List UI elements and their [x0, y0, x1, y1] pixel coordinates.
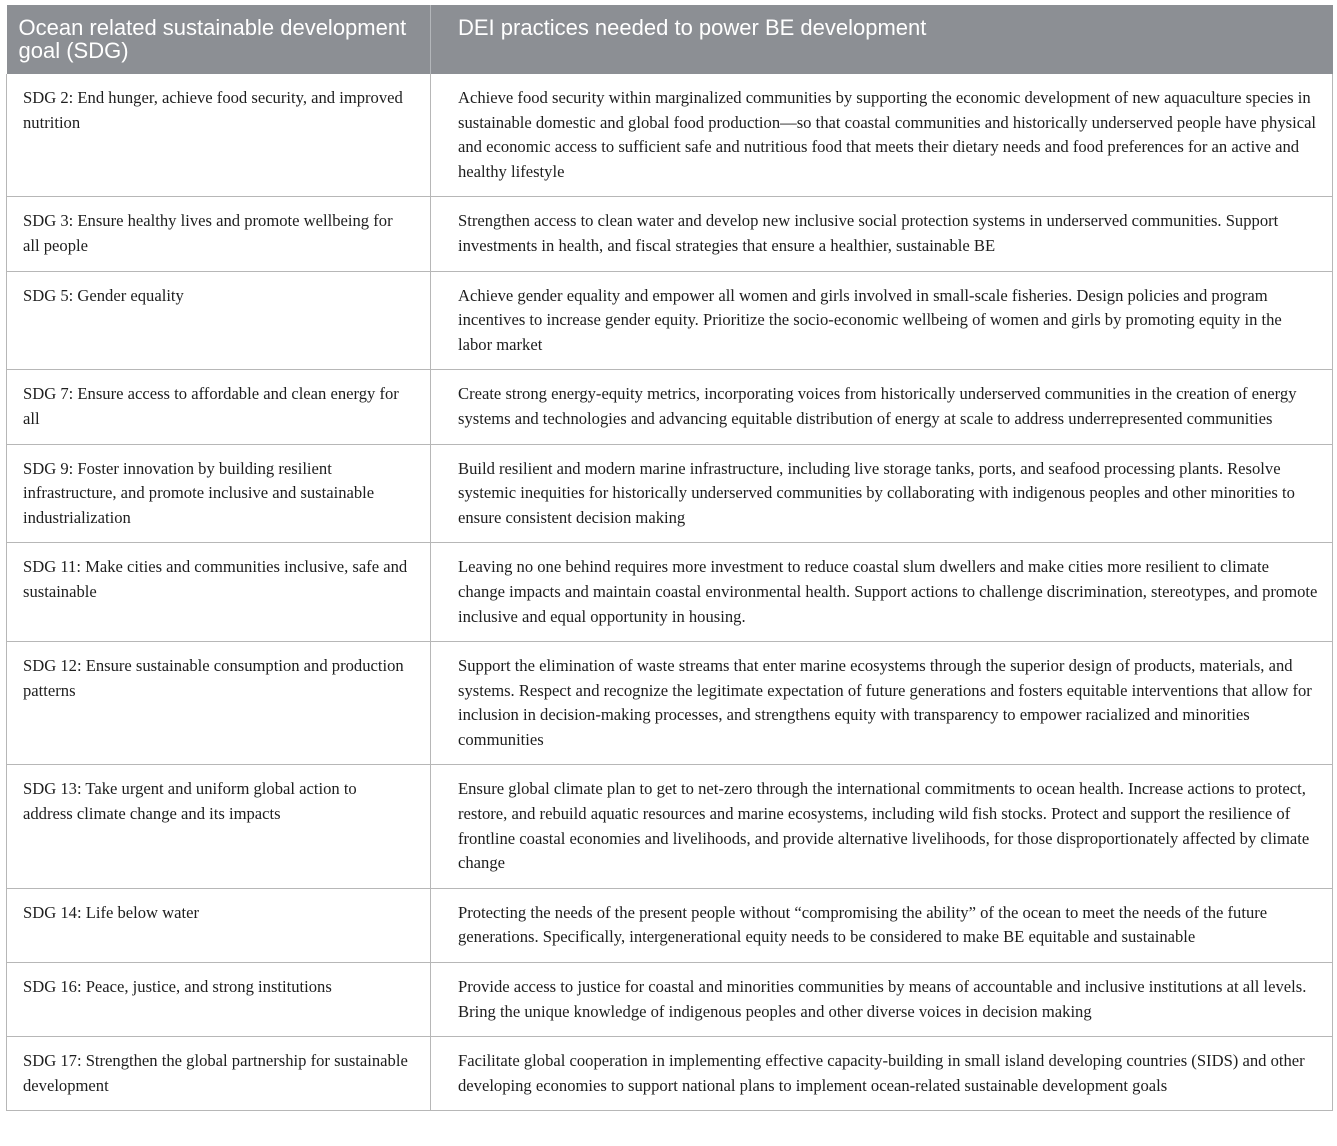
goal-cell: SDG 13: Take urgent and uniform global action to address climate change and its impacts: [7, 765, 431, 888]
table-row: [7, 271, 1333, 370]
practice-cell: Leaving no one behind requires more investment to reduce coastal slum dwellers and make cities more resilient to climate change impacts and maintain coastal environmental health. Support actions to challenge discrimination, stereotypes, and promote inclusive and equal opportunity in housing.: [431, 543, 1333, 642]
goal-cell: SDG 14: Life below water: [7, 888, 431, 962]
table-row: [7, 642, 1333, 765]
sdg-dei-table-container: [6, 5, 1332, 1111]
practice-cell: Strengthen access to clean water and develop new inclusive social protection systems in underserved communities. Support investments in health, and fiscal strategies that ensure a healthier, sustainable BE: [431, 197, 1333, 271]
practice-cell: Facilitate global cooperation in implementing effective capacity-building in small island developing countries (SIDS) and other developing economies to support national plans to implement ocean-related sustainable development goals: [431, 1037, 1333, 1111]
goal-cell: SDG 11: Make cities and communities inclusive, safe and sustainable: [7, 543, 431, 642]
goal-cell: SDG 12: Ensure sustainable consumption and production patterns: [7, 642, 431, 765]
header-goal: Ocean related sustainable development goal (SDG): [7, 5, 431, 74]
table-row: [7, 197, 1333, 271]
table-row: [7, 444, 1333, 543]
practice-cell: Provide access to justice for coastal and minorities communities by means of accountable and inclusive institutions at all levels. Bring the unique knowledge of indigenous peoples and other diverse voices in decision making: [431, 963, 1333, 1037]
goal-cell: SDG 5: Gender equality: [7, 271, 431, 370]
practice-cell: Achieve gender equality and empower all women and girls involved in small-scale fisheries. Design policies and program incentives to increase gender equity. Prioritize the socio-economic wellbeing of women and girls by promoting equity in the labor market: [431, 271, 1333, 370]
table-row: [7, 888, 1333, 962]
table-row: [7, 1037, 1333, 1111]
practice-cell: Achieve food security within marginalized communities by supporting the economic development of new aquaculture species in sustainable domestic and global food production—so that coastal communities and historically underserved people have physical and economic access to sufficient safe and nutritious food that meets their dietary needs and food preferences for an active and healthy lifestyle: [431, 74, 1333, 197]
practice-cell: Ensure global climate plan to get to net-zero through the international commitments to ocean health. Increase actions to protect, restore, and rebuild aquatic resources and marine ecosystems, including wild fish stocks. Protect and support the resilience of frontline coastal economies and livelihoods, and provide alternative livelihoods, for those disproportionately affected by climate change: [431, 765, 1333, 888]
table-header: [7, 5, 1333, 74]
goal-cell: SDG 17: Strengthen the global partnership for sustainable development: [7, 1037, 431, 1111]
practice-cell: Protecting the needs of the present people without “compromising the ability” of the ocean to meet the needs of the future generations. Specifically, intergenerational equity needs to be considered to make BE equitable and sustainable: [431, 888, 1333, 962]
practice-cell: Create strong energy-equity metrics, incorporating voices from historically underserved communities in the creation of energy systems and technologies and advancing equitable distribution of energy at scale to address underrepresented communities: [431, 370, 1333, 444]
table-row: [7, 370, 1333, 444]
goal-cell: SDG 16: Peace, justice, and strong institutions: [7, 963, 431, 1037]
header-practice: DEI practices needed to power BE development: [431, 5, 1333, 74]
table-row: [7, 765, 1333, 888]
table-row: [7, 543, 1333, 642]
practice-cell: Build resilient and modern marine infrastructure, including live storage tanks, ports, and seafood processing plants. Resolve systemic inequities for historically underserved communities by collaborating with indigenous peoples and other minorities to ensure consistent decision making: [431, 444, 1333, 543]
goal-cell: SDG 7: Ensure access to affordable and clean energy for all: [7, 370, 431, 444]
goal-cell: SDG 2: End hunger, achieve food security, and improved nutrition: [7, 74, 431, 197]
table-row: [7, 74, 1333, 197]
table-row: [7, 963, 1333, 1037]
practice-cell: Support the elimination of waste streams that enter marine ecosystems through the superior design of products, materials, and systems. Respect and recognize the legitimate expectation of future generations and fosters equitable interventions that allow for inclusion in decision-making processes, and strengthens equity with transparency to empower racialized and minorities communities: [431, 642, 1333, 765]
goal-cell: SDG 9: Foster innovation by building resilient infrastructure, and promote inclusive and sustainable industrialization: [7, 444, 431, 543]
table-body: [7, 74, 1333, 1111]
sdg-dei-table: [6, 5, 1333, 1111]
header-row: [7, 5, 1333, 74]
goal-cell: SDG 3: Ensure healthy lives and promote wellbeing for all people: [7, 197, 431, 271]
